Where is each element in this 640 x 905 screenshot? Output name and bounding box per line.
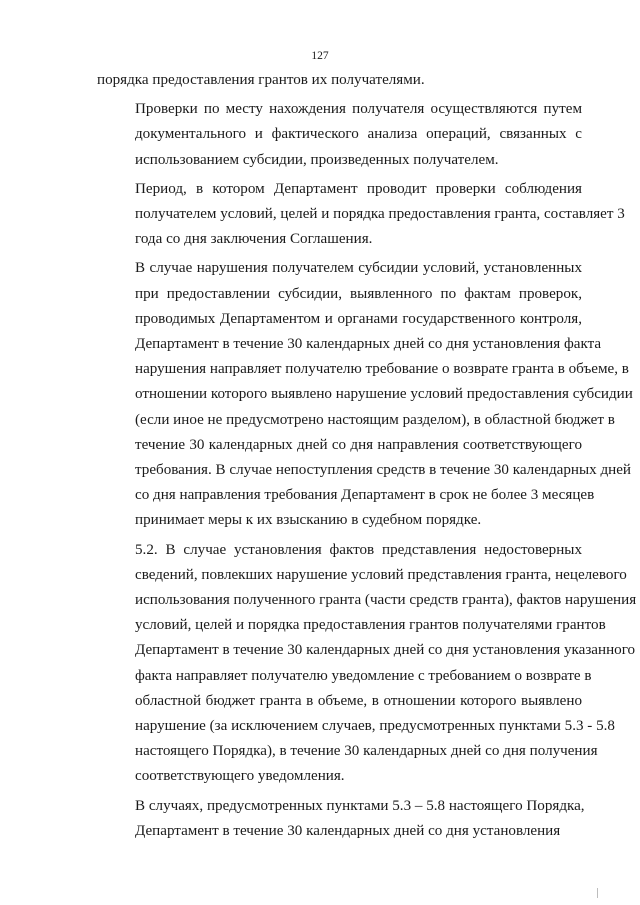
paragraph [97,794,585,844]
text-line: Департамент в течение 30 календарных дней со дня установления указанного [135,642,636,659]
paragraph [97,538,637,790]
text-line: отношении которого выявлено нарушение условий предоставления субсидии [135,386,633,403]
text-line: проводимых Департаментом и органами государственного контроля, [135,310,582,327]
page-number: 127 [311,50,329,62]
text-line: года со дня заключения Соглашения. [135,231,373,248]
text-line: нарушения направляет получателю требование о возврате гранта в объеме, в [135,361,629,378]
text-line: использования полученного гранта (части средств гранта), фактов нарушения [135,592,637,609]
document-body [97,68,637,844]
text-line: (если иное не предусмотрено настоящим разделом), в областной бюджет в [135,411,615,428]
text-line: сведений, повлекших нарушение условий представления гранта, нецелевого [135,566,627,583]
text-line: В случае нарушения получателем субсидии условий, установленных [135,260,582,277]
text-line: при предоставлении субсидии, выявленного по фактам проверок, [135,285,582,302]
text-line: Департамент в течение 30 календарных дней со дня установления [135,822,561,839]
text-line: Период, в котором Департамент проводит проверки соблюдения [135,180,582,197]
text-line: порядка предоставления грантов их получателями. [97,72,425,88]
text-line: областной бюджет гранта в объеме, в отношении которого выявлено [135,692,582,709]
scan-edge-mark [597,888,598,898]
text-line: течение 30 календарных дней со дня направления соответствующего [135,436,582,453]
text-line: получателем условий, целей и порядка предоставления гранта, составляет 3 [135,206,625,223]
text-line: условий, целей и порядка предоставления грантов получателями грантов [135,617,606,634]
paragraph [97,97,582,173]
text-line: Департамент в течение 30 календарных дней со дня установления факта [135,336,602,353]
text-line: нарушение (за исключением случаев, предусмотренных пунктами 5.3 - 5.8 [135,718,615,735]
paragraph [97,68,582,93]
text-line: требования. В случае непоступления средств в течение 30 календарных дней [135,462,631,479]
text-line: принимает меры к их взысканию в судебном порядке. [135,512,482,529]
text-line: использованием субсидии, произведенных получателем. [135,151,499,168]
text-line: Проверки по месту нахождения получателя осуществляются путем [135,101,582,118]
text-line: факта направляет получателю уведомление с требованием о возврате в [135,667,592,684]
text-line: настоящего Порядка), в течение 30 календарных дней со дня получения [135,743,598,760]
text-line: со дня направления требования Департамент в срок не более 3 месяцев [135,487,595,504]
text-line: В случаях, предусмотренных пунктами 5.3 – 5.8 настоящего Порядка, [135,797,585,814]
text-line: 5.2. В случае установления фактов представления недостоверных [135,541,582,558]
paragraph [97,256,633,533]
text-line: документального и фактического анализа операций, связанных с [135,126,582,143]
paragraph [97,177,625,253]
text-line: соответствующего уведомления. [135,768,345,785]
